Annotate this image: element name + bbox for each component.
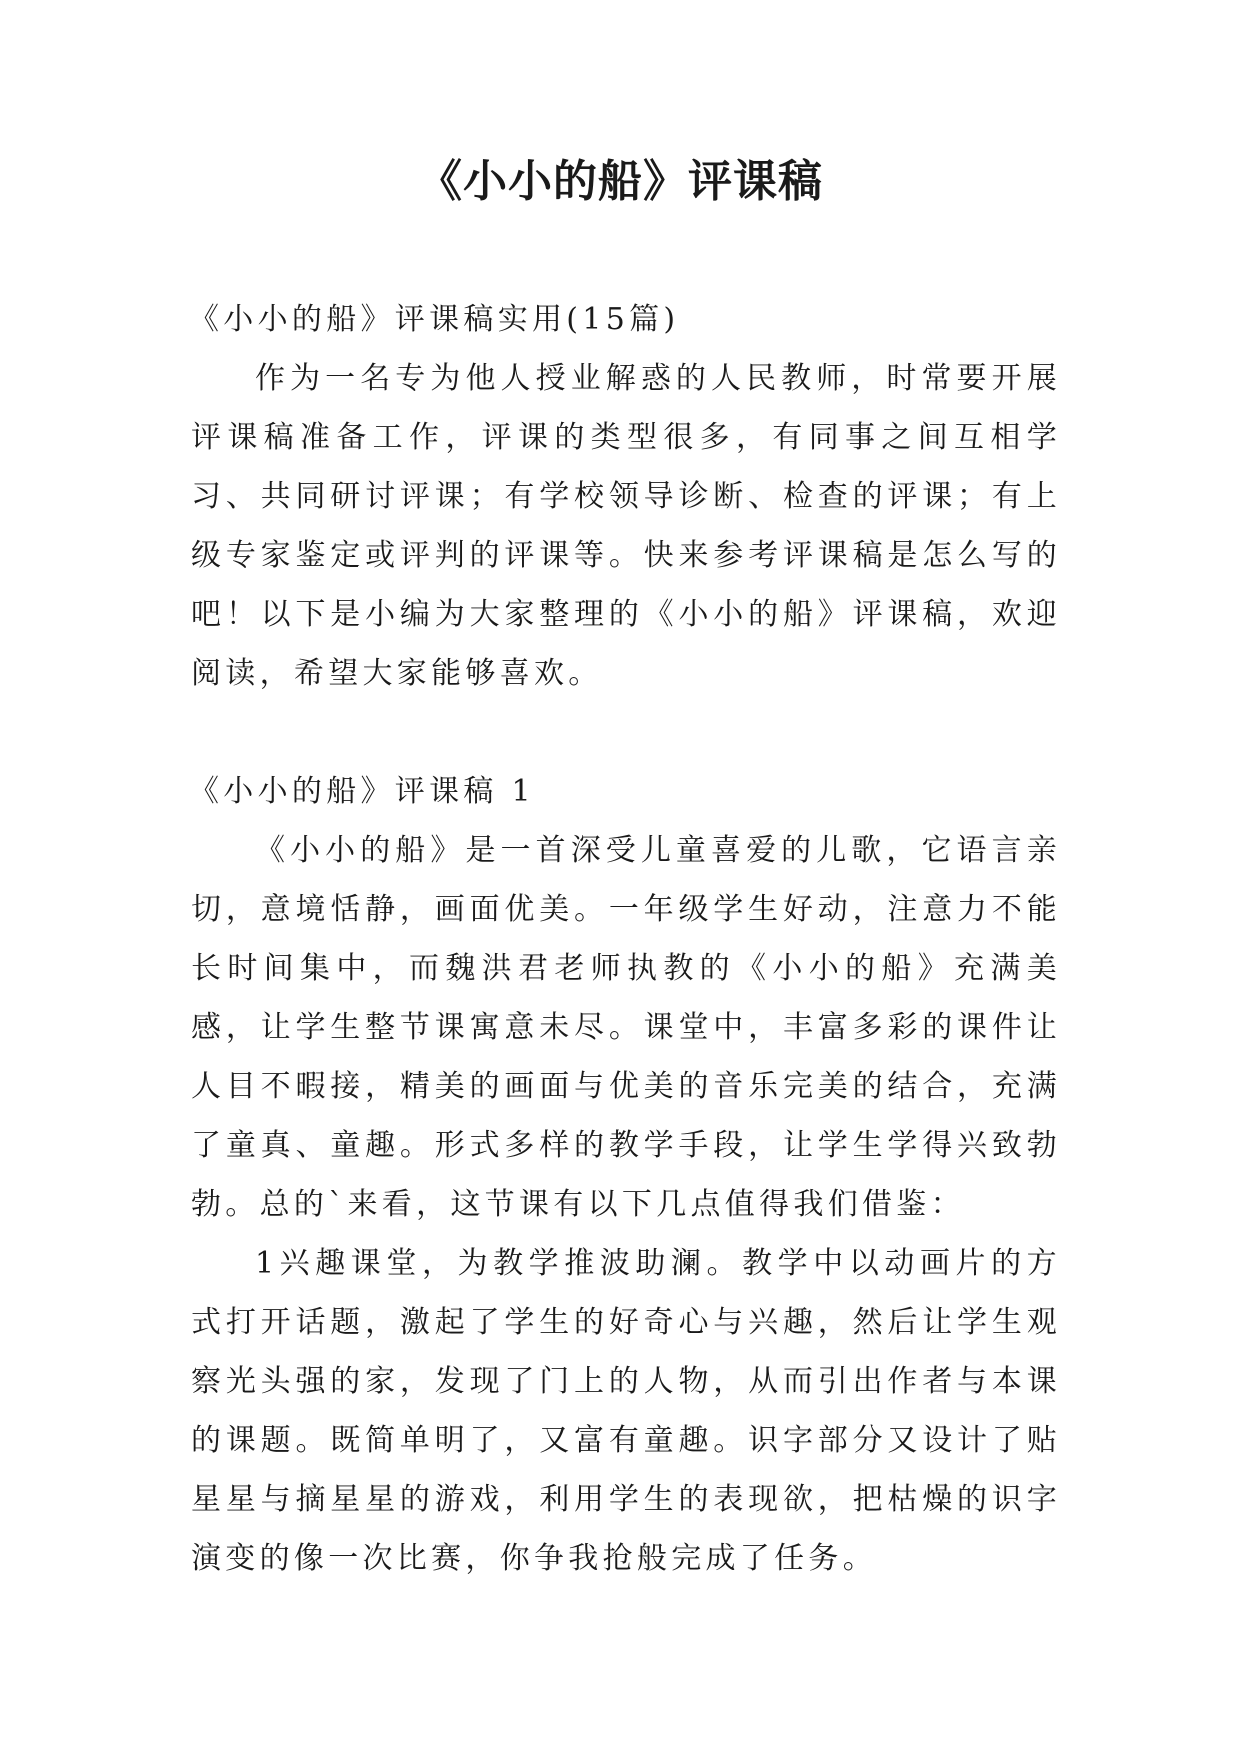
section-paragraph: 《小小的船》是一首深受儿童喜爱的儿歌，它语言亲切，意境恬静，画面优美。一年级学生好动，注意力不能长时间集中，而魏洪君老师执教的《小小的船》充满美感，让学生整节课寓意未尽。课堂中，丰富多彩的课件让人目不暇接，精美的画面与优美的音乐完美的结合，充满了童真、童趣。形式多样的教学手段，让学生学得兴致勃勃。总的`来看，这节课有以下几点值得我们借鉴： [191, 833, 1061, 1222]
document-title: 《小小的船》评课稿 [418, 156, 823, 207]
intro-paragraph: 作为一名专为他人授业解惑的人民教师，时常要开展评课稿准备工作，评课的类型很多，有同事之间互相学习、共同研讨评课；有学校领导诊断、检查的评课；有上级专家鉴定或评判的评课等。快来参考评课稿是怎么写的吧！以下是小编为大家整理的《小小的船》评课稿，欢迎阅读，希望大家能够喜欢。 [191, 361, 1061, 691]
document-body [191, 290, 1061, 1588]
paragraph-spacer [191, 703, 1061, 762]
section-heading: 《小小的船》评课稿 1 [189, 774, 535, 809]
document-subtitle: 《小小的船》评课稿实用(15篇) [189, 302, 680, 337]
section-paragraph: 1兴趣课堂，为教学推波助澜。教学中以动画片的方式打开话题，激起了学生的好奇心与兴趣，然后让学生观察光头强的家，发现了门上的人物，从而引出作者与本课的课题。既简单明了，又富有童趣。识字部分又设计了贴星星与摘星星的游戏，利用学生的表现欲，把枯燥的识字演变的像一次比赛，你争我抢般完成了任务。 [191, 1246, 1061, 1576]
